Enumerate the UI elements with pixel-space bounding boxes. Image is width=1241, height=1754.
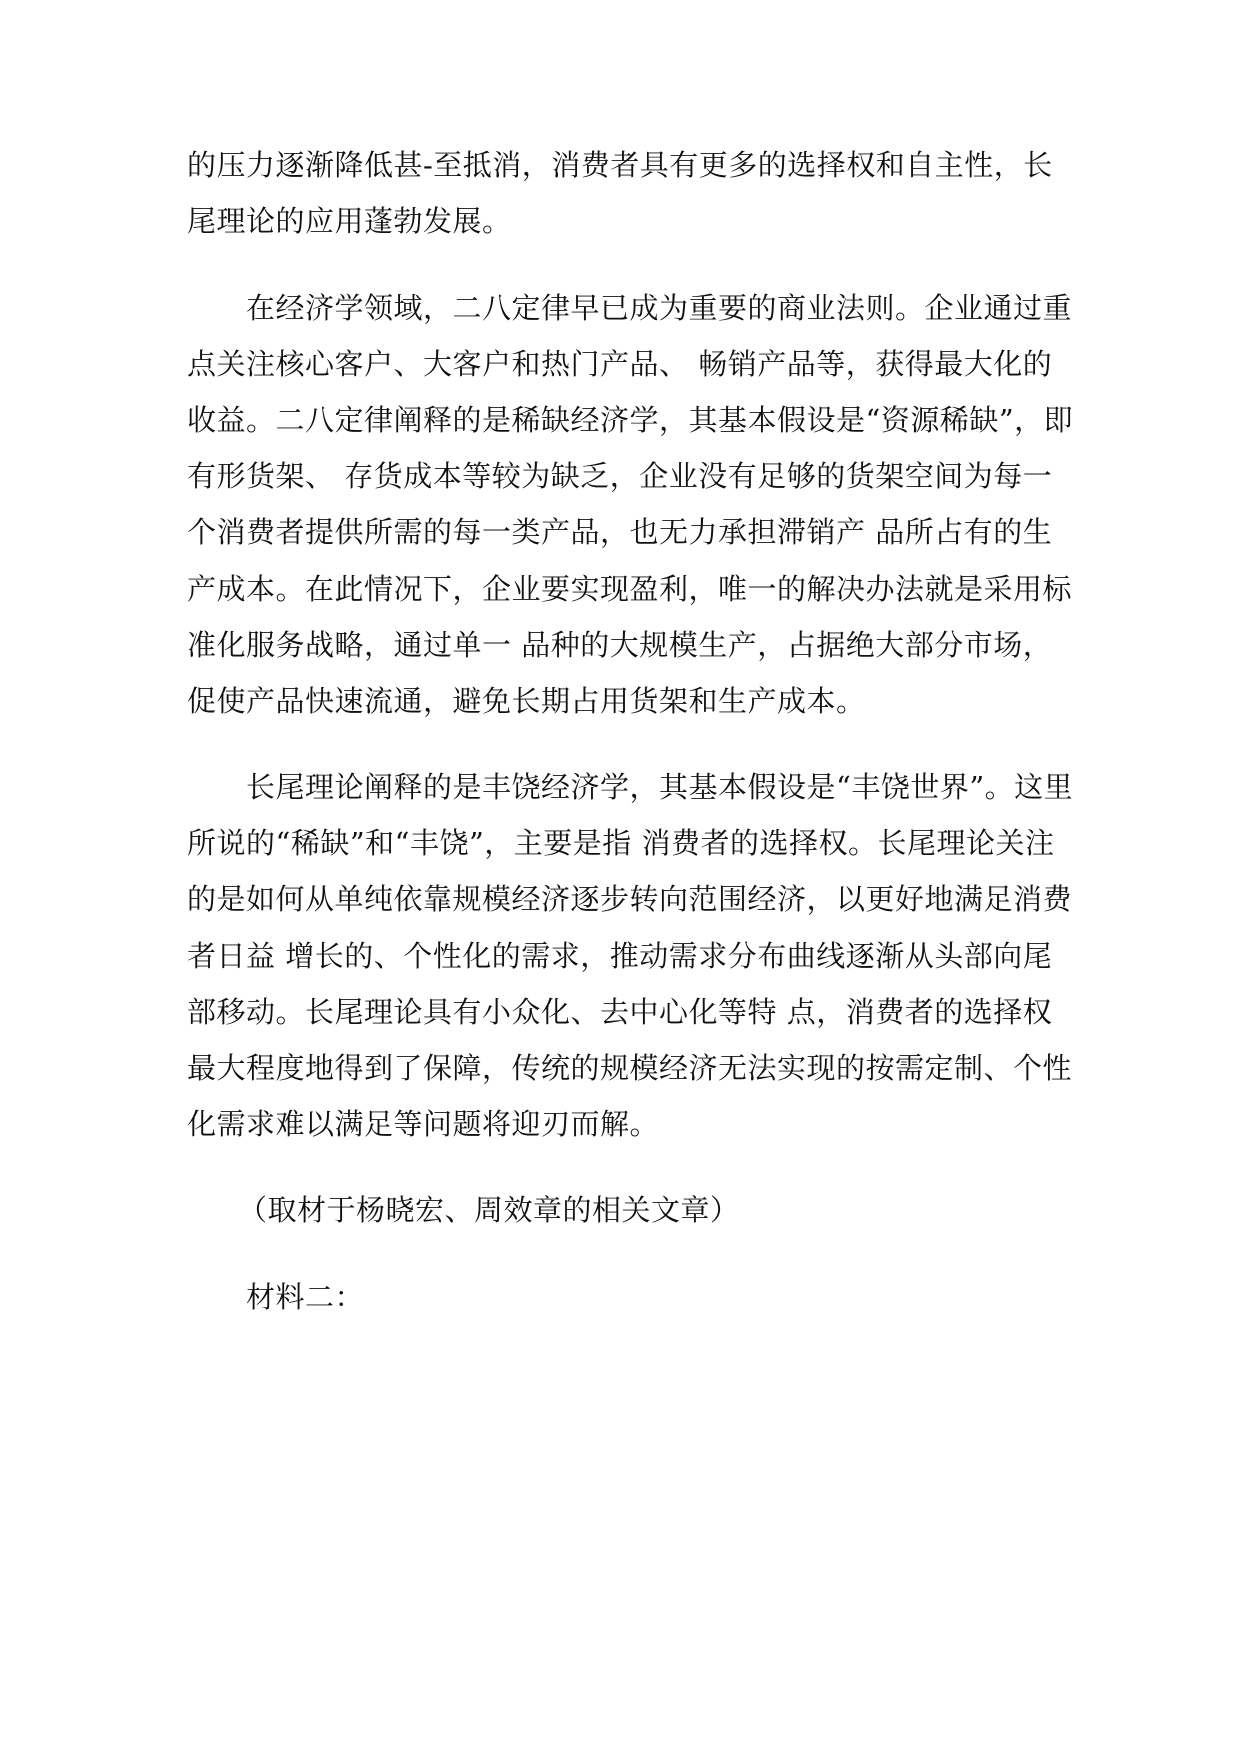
paragraph-3-line-5: 部移动。长尾理论具有小众化、去中心化等特 点，消费者的选择权 [187,995,1053,1029]
section-label: 材料二： [246,1280,365,1314]
paragraph-3-line-2: 所说的“稀缺”和“丰饶”，主要是指 消费者的选择权。长尾理论关注 [187,826,1055,860]
paragraph-2-line-2: 点关注核心客户、大客户和热门产品、 畅销产品等，获得最大化的 [187,347,1053,381]
source-note: （取材于杨晓宏、周效章的相关文章） [238,1193,740,1227]
paragraph-2-line-4: 有形货架、 存货成本等较为缺乏，企业没有足够的货架空间为每一 [187,459,1053,493]
paragraph-2-line-3: 收益。二八定律阐释的是稀缺经济学，其基本假设是“资源稀缺”，即 [187,403,1074,437]
paragraph-3-line-7: 化需求难以满足等问题将迎刃而解。 [187,1107,660,1141]
paragraph-3-line-4: 者日益 增长的、个性化的需求，推动需求分布曲线逐渐从头部向尾 [187,939,1053,973]
paragraph-2-line-6: 产成本。在此情况下，企业要实现盈利，唯一的解决办法就是采用标 [187,572,1073,606]
paragraph-2-line-8: 促使产品快速流通，避免长期占用货架和生产成本。 [187,684,866,718]
paragraph-2-line-7: 准化服务战略，通过单一 品种的大规模生产，占据绝大部分市场， [187,628,1053,662]
paragraph-2-line-1: 在经济学领域，二八定律早已成为重要的商业法则。企业通过重 [246,291,1073,325]
paragraph-2-line-5: 个消费者提供所需的每一类产品，也无力承担滞销产 品所占有的生 [187,515,1053,549]
paragraph-1-line-2: 尾理论的应用蓬勃发展。 [187,204,512,238]
paragraph-3-line-3: 的是如何从单纯依靠规模经济逐步转向范围经济，以更好地满足消费 [187,882,1073,916]
paragraph-3-line-6: 最大程度地得到了保障，传统的规模经济无法实现的按需定制、个性 [187,1051,1073,1085]
paragraph-1-line-1: 的压力逐渐降低甚-至抵消，消费者具有更多的选择权和自主性，长 [187,148,1053,182]
paragraph-3-line-1: 长尾理论阐释的是丰饶经济学，其基本假设是“丰饶世界”。这里 [246,770,1074,804]
